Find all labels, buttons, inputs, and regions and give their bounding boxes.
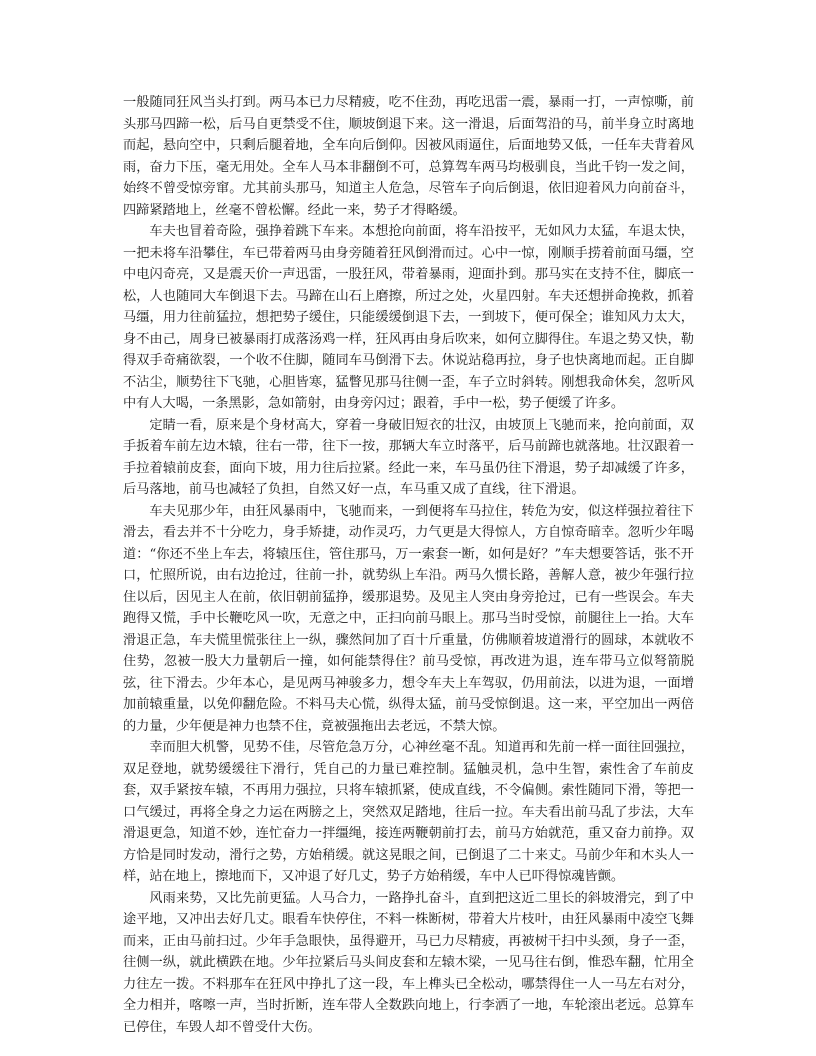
document-page (123, 92, 694, 1038)
paragraph-6: 风雨来势，又比先前更猛。人马合力，一路挣扎奋斗，直到把这近二里长的斜坡滑完，到了中途平地，又冲出去好几丈。眼看车快停住，不料一株断树，带着大片枝叶，由狂风暴雨中凌空飞舞而来，正由马前扫过。少年手急眼快，虽得避开，马已力尽精疲，再被树干扫中头颈，身子一歪，往侧一纵，就此横跌在地。少年拉紧后马头间皮套和左辕木梁，一见马往右倒，惟恐车翻，忙用全力往左一拨。不料那车在狂风中挣扎了这一段，车上榫头已全松动，哪禁得住一人一马左右对分，全力相并，喀嚓一声，当时折断，连车带人全数跌向地上，行李洒了一地，车轮滚出老远。总算车已停住，车毁人却不曾受什大伤。 (123, 890, 694, 1035)
paragraph-4: 车夫见那少年，由狂风暴雨中，飞驰而来，一到便将车马拉住，转危为安，似这样强拉着往下滑去，看去并不十分吃力，身手矫捷，动作灵巧，力气更是大得惊人，方自惊奇暗幸。忽听少年喝道：“你还不坐上车去，将辕压住，管住那马，万一索套一断，如何是好？”车夫想要答话，张不开口，忙照所说，由右边抢过，往前一扑，就势纵上车沿。两马久惯长路，善解人意，被少年强行拉住以后，因见主人在前，依旧朝前猛挣，缓那退势。及见主人突由身旁抢过，已有一些误会。车夫跑得又慌，手中长鞭吃风一吹，无意之中，正扫向前马眼上。那马当时受惊，前腿往上一抬。大车滑退正急，车夫慌里慌张往上一纵，骤然间加了百十斤重量，仿佛顺着坡道滑行的圆球，本就收不住势，忽被一股大力量朝后一撞，如何能禁得住？前马受惊，再改进为退，连车带马立似弩箭脱弦，往下滑去。少年本心，是见两马神骏多力，想令车夫上车驾驭，仍用前法，以进为退，一面增加前辕重量，以免仰翻危险。不料马夫心慌，纵得太猛，前马受惊倒退。这一来，平空加出一两倍的力量，少年便是神力也禁不住，竟被强拖出去老远，不禁大惊。 (123, 503, 694, 734)
paragraph-1: 一般随同狂风当头打到。两马本已力尽精疲，吃不住劲，再吃迅雷一震，暴雨一打，一声惊嘶，前头那马四蹄一松，后马自更禁受不住，顺坡倒退下来。这一滑退，后面驾沿的马，前半身立时离地而起，悬向空中，只剩后腿着地，全车向后倒仰。因被风雨逼住，后面地势又低，一任车夫背着风雨，奋力下压，毫无用处。全车人马本非翻倒不可，总算驾车两马均极驯良，当此千钧一发之间，始终不曾受惊旁窜。尤其前头那马，知道主人危急，尽管车子向后倒退，依旧迎着风力向前奋斗，四蹄紧踏地上，丝毫不曾松懈。经此一来，势子才得略缓。 (123, 95, 694, 218)
paragraph-2: 车夫也冒着奇险，强挣着跳下车来。本想抢向前面，将车沿按平，无如风力太猛，车退太快，一把未将车沿攀住，车已带着两马由身旁随着狂风倒滑而过。心中一惊，刚顺手捞着前面马缰，空中电闪奇亮，又是震天价一声迅雷，一股狂风，带着暴雨，迎面扑到。那马实在支持不住，脚底一松，人也随同大车倒退下去。马蹄在山石上磨擦，所过之处，火星四射。车夫还想拼命挽救，抓着马缰，用力往前猛拉，想把势子缓住，只能缓缓倒退下去，一到坡下，便可保全；谁知风力太大，身不由己，周身已被暴雨打成落汤鸡一样，狂风再由身后吹来，如何立脚得住。车退之势又快，勒得双手奇痛欲裂，一个收不住脚，随同车马倒滑下去。休说站稳再拉，身子也快离地而起。正自脚不沾尘，顺势往下飞驰，心胆皆寒，猛瞥见那马往侧一歪，车子立时斜转。刚想我命休矣，忽听风中有人大喝，一条黑影，急如箭射，由身旁闪过；跟着，手中一松，势子便缓了许多。 (123, 224, 694, 411)
paragraph-5: 幸而胆大机警，见势不佳，尽管危急万分，心神丝毫不乱。知道再和先前一样一面往回强拉，双足登地，就势缓缓往下滑行，凭自己的力量已难控制。猛触灵机，急中生智，索性舍了车前皮套，双手紧按车辕，不再用力强拉，只将车辕抓紧，使成直线，不令偏侧。索性随同下滑，等把一口气缓过，再将全身之力运在两膀之上，突然双足踏地，往后一拉。车夫看出前马乱了步法，大车滑退更急，知道不妙，连忙奋力一拌缰绳，接连两鞭朝前打去，前马方始就范，重又奋力前挣。双方恰是同时发动，滑行之势，方始稍缓。就这晃眼之间，已倒退了二十来丈。马前少年和木头人一样，站在地上，擦地而下，又冲退了好几丈，势子方始稍缓，车中人已吓得惊魂皆颤。 (123, 740, 694, 884)
paragraph-3: 定睛一看，原来是个身材高大，穿着一身破旧短衣的壮汉，由坡顶上飞驰而来，抢向前面，双手扳着车前左边木辕，往右一带，往下一按，那辆大车立时落平，后马前蹄也就落地。壮汉跟着一手拉着辕前皮套，面向下坡，用力往后拉紧。经此一来，车马虽仍往下滑退，势子却减缓了许多，后马落地，前马也减轻了负担，自然又好一点，车马重又成了直线，往下滑退。 (123, 417, 694, 497)
